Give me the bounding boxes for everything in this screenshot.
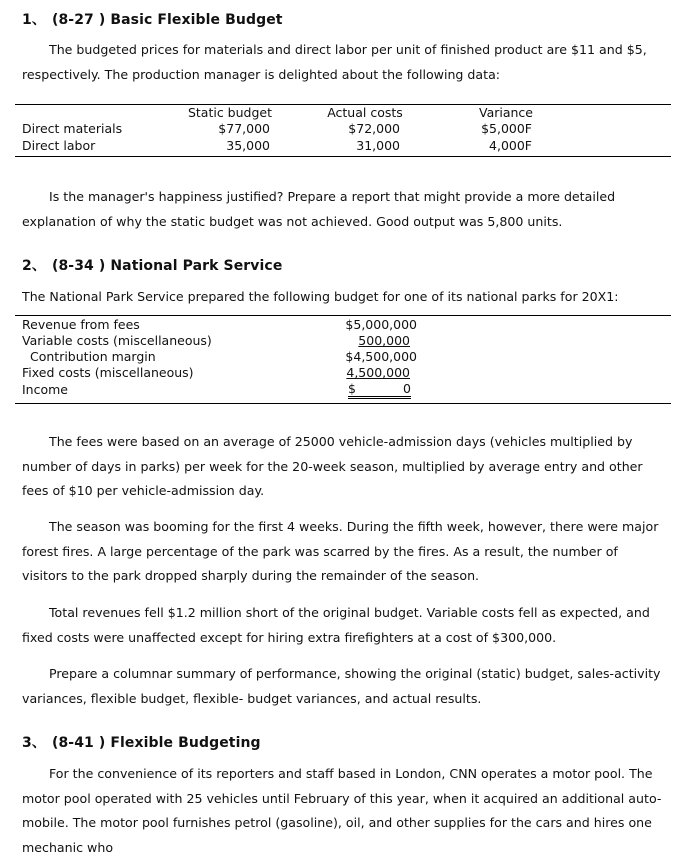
q2-row-value: $5,000,000 [345,317,417,332]
q2-para-fees: The fees were based on an average of 25000 vehicle-admission days (vehicles multiplied by number of days in parks) per week for the 20-week season, multiplied by average entry and other fees of $10 per vehicle-admission day. [22,434,643,499]
q1-row-static: 35,000 [226,138,270,153]
q2-para-season: The season was booming for the first 4 weeks. During the fifth week, however, there were major forest fires. A large percentage of the park was scarred by the fires. As a result, the number of visitors to the park dropped sharply during the remainder of the season. [22,519,659,584]
q2-title: (8-34 ) National Park Service [51,258,283,274]
q2-intro: The National Park Service prepared the following budget for one of its national parks for 20X1: [22,289,619,304]
q1-table-bottom-rule [15,156,671,157]
q1-intro: The budgeted prices for materials and direct labor per unit of finished product are $11 and $5, respectively. The production manager is delighted about the following data: [22,42,647,82]
q2-row-value: 4,500,000 [346,365,410,380]
q1-title: (8-27 ) Basic Flexible Budget [51,12,283,28]
q1-row-actual: 31,000 [356,138,400,153]
q2-row-label: Contribution margin [30,349,156,364]
q2-income-value: $ 0 [348,382,411,399]
q1-row-label: Direct materials [22,121,123,136]
q3-number: 3、 [22,735,46,751]
q3-title: (8-41 ) Flexible Budgeting [51,735,261,751]
q2-row-value: $4,500,000 [345,349,417,364]
q2-para-prepare: Prepare a columnar summary of performance, showing the original (static) budget, sales-activity variances, flexible budget, flexible- budget variances, and actual results. [22,666,661,706]
q1-row-label: Direct labor [22,138,96,153]
q1-question: Is the manager's happiness justified? Prepare a report that might provide a more detailed explanation of why the static budget was not achieved. Good output was 5,800 units. [22,189,616,229]
q2-row-label: Revenue from fees [22,317,140,332]
q1-heading [22,9,283,29]
q1-row-static: $77,000 [218,121,270,136]
q2-number: 2、 [22,258,46,274]
q1-row-actual: $72,000 [348,121,400,136]
q2-heading [22,255,282,275]
q3-para-motor-pool: For the convenience of its reporters and staff based in London, CNN operates a motor pool. The motor pool operated with 25 vehicles until February of this year, when it acquired an additional auto-mobile. The motor pool furnishes petrol (gasoline), oil, and other supplies for the cars and hires one mechanic who [22,766,662,856]
q2-table-top-rule [15,315,671,316]
q2-row-label: Fixed costs (miscellaneous) [22,365,194,380]
q3-heading [22,732,261,752]
q2-row-label: Income [22,382,68,397]
q2-row-label: Variable costs (miscellaneous) [22,333,212,348]
q1-row-variance: 4,000F [489,138,532,153]
q1-number: 1、 [22,12,46,28]
q1-header-actual: Actual costs [327,105,403,120]
q1-header-static: Static budget [187,105,273,120]
q1-header-variance: Variance [479,105,533,120]
q2-row-value: 500,000 [358,333,410,348]
q2-para-revenues: Total revenues fell $1.2 million short of the original budget. Variable costs fell as expected, and fixed costs were unaffected except for hiring extra firefighters at a cost of $300,000. [22,605,650,645]
q2-table-bottom-rule [15,403,671,404]
q1-row-variance: $5,000F [481,121,532,136]
